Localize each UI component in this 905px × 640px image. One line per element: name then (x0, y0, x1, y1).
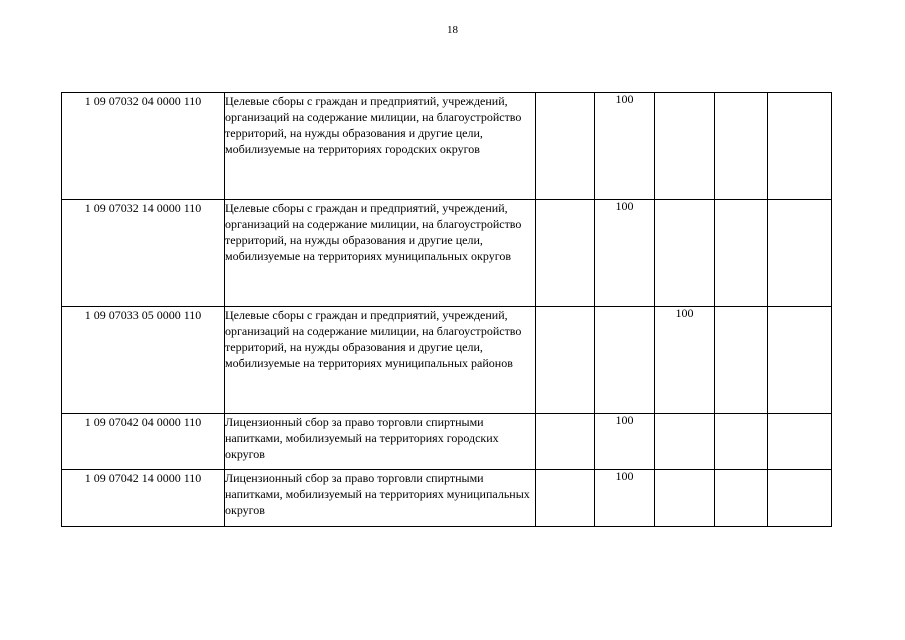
value-cell (715, 200, 768, 307)
value-cell (768, 307, 832, 414)
value-cell (715, 470, 768, 527)
value-text: 100 (615, 92, 634, 106)
table-row (62, 470, 832, 527)
budget-code-cell: 1 09 07042 14 0000 110 (62, 470, 225, 527)
budget-code-cell: 1 09 07032 14 0000 110 (62, 200, 225, 307)
table-row (62, 93, 832, 200)
description-cell: Целевые сборы с граждан и предприятий, учреждений, организаций на содержание милиции, на благоустройство территорий, на нужды образования и другие цели, мобилизуемые на территориях муниципальных районов (225, 307, 536, 414)
value-cell (536, 93, 595, 200)
value-cell (768, 414, 832, 470)
value-cell (768, 93, 832, 200)
description-cell: Целевые сборы с граждан и предприятий, учреждений, организаций на содержание милиции, на благоустройство территорий, на нужды образования и другие цели, мобилизуемые на территориях муниципальных округов (225, 200, 536, 307)
value-cell (595, 307, 655, 414)
value-cell (595, 200, 655, 307)
value-cell (715, 307, 768, 414)
description-cell: Целевые сборы с граждан и предприятий, учреждений, организаций на содержание милиции, на благоустройство территорий, на нужды образования и другие цели, мобилизуемые на территориях городских округов (225, 93, 536, 200)
value-cell (655, 470, 715, 527)
value-cell (595, 93, 655, 200)
revenue-distribution-table (61, 92, 832, 527)
budget-code-cell: 1 09 07033 05 0000 110 (62, 307, 225, 414)
description-cell: Лицензионный сбор за право торговли спиртными напитками, мобилизуемый на территориях муниципальных округов (225, 470, 536, 527)
value-cell (768, 470, 832, 527)
budget-code-cell: 1 09 07042 04 0000 110 (62, 414, 225, 470)
value-cell (655, 200, 715, 307)
table-row (62, 307, 832, 414)
value-cell (655, 307, 715, 414)
value-cell (655, 414, 715, 470)
value-cell (595, 414, 655, 470)
value-cell (715, 414, 768, 470)
value-cell (536, 470, 595, 527)
value-cell (595, 470, 655, 527)
description-cell: Лицензионный сбор за право торговли спиртными напитками, мобилизуемый на территориях городских округов (225, 414, 536, 470)
value-cell (536, 200, 595, 307)
value-text: 100 (615, 469, 634, 483)
value-text: 100 (675, 306, 694, 320)
value-cell (655, 93, 715, 200)
value-cell (768, 200, 832, 307)
value-cell (536, 307, 595, 414)
page-number: 18 (447, 24, 458, 36)
value-text: 100 (615, 413, 634, 427)
value-cell (536, 414, 595, 470)
table-row (62, 200, 832, 307)
value-cell (715, 93, 768, 200)
table-row (62, 414, 832, 470)
budget-code-cell: 1 09 07032 04 0000 110 (62, 93, 225, 200)
value-text: 100 (615, 199, 634, 213)
